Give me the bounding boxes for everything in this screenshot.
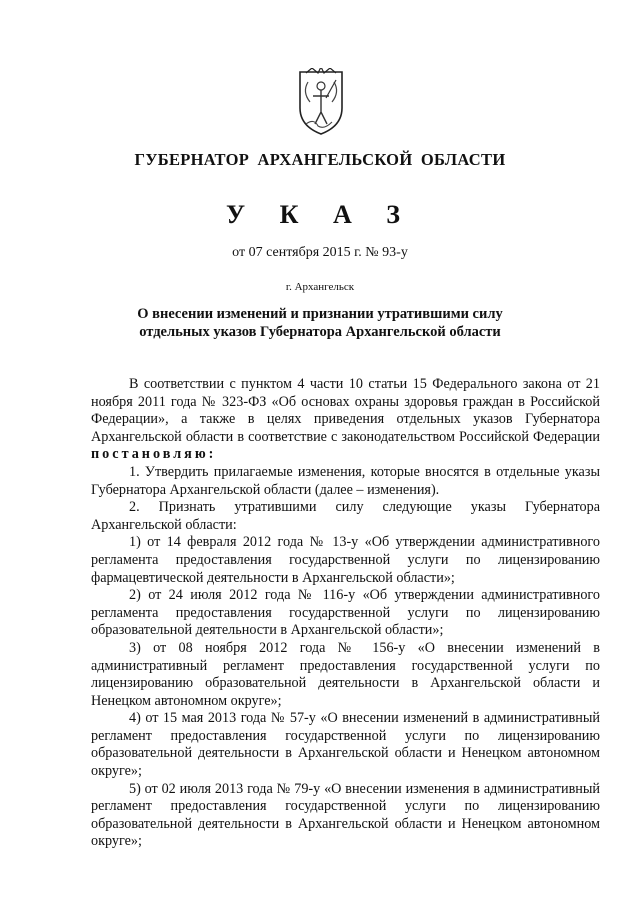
document-date-number: от 07 сентября 2015 г. № 93-у (232, 245, 408, 260)
item-paragraph: 2) от 24 июля 2012 года № 116-у «Об утверждении административного регламента предоставления государственной услуги по лицензированию образовательной деятельности в Архангельской области»; (91, 587, 600, 639)
item-paragraph: 1. Утвердить прилагаемые изменения, которые вносятся в отдельные указы Губернатора Архангельской области (далее – изменения). (91, 463, 600, 498)
item-paragraph: 3) от 08 ноября 2012 года № 156-у «О внесении изменений в административный регламент предоставления государственной услуги по лицензированию образовательной деятельности в Архангельской области и Ненецком автономном округе»; (91, 639, 600, 709)
item-paragraph: 2. Признать утратившими силу следующие указы Губернатора Архангельской области: (91, 499, 600, 533)
archangel-coat-of-arms-icon (296, 68, 346, 136)
document-title (60, 305, 580, 341)
preamble-text: В соответствии с пунктом 4 части 10 статьи 15 Федерального закона от 21 ноября 2011 года № 323-ФЗ «Об основах охраны здоровья граждан в Российской Федерации», а также в целях приведения отдельных указов Губернатора Архангельской области в соответствие с законодательством Российской Федерации (91, 376, 600, 445)
item-paragraph: 4) от 15 мая 2013 года № 57-у «О внесении изменений в административный регламент предоставления государственной услуги по лицензированию образовательной деятельности в Архангельской области и Ненецком автономном округе»; (91, 710, 600, 780)
document-body (91, 376, 600, 851)
item-paragraph: 5) от 02 июля 2013 года № 79-у «О внесении изменения в административный регламент предоставления государственной услуги по лицензированию образовательной деятельности в Архангельской области и Ненецком автономном округе»; (91, 780, 600, 850)
decree-word: постановляю (91, 446, 209, 463)
document-title-line-2: отдельных указов Губернатора Архангельской области (139, 324, 501, 340)
item-paragraph: 1) от 14 февраля 2012 года № 13-у «Об утверждении административного регламента предоставления государственной услуги по лицензированию фармацевтической деятельности в Архангельской области»; (91, 534, 600, 586)
decree-colon: : (208, 446, 214, 463)
issuing-authority: ГУБЕРНАТОР АРХАНГЕЛЬСКОЙ ОБЛАСТИ (134, 150, 506, 169)
document-title-line-1: О внесении изменений и признании утратившими силу (137, 306, 503, 322)
preamble-paragraph (91, 376, 600, 464)
document-city: г. Архангельск (285, 281, 355, 293)
document-type: У К А З (226, 200, 414, 229)
